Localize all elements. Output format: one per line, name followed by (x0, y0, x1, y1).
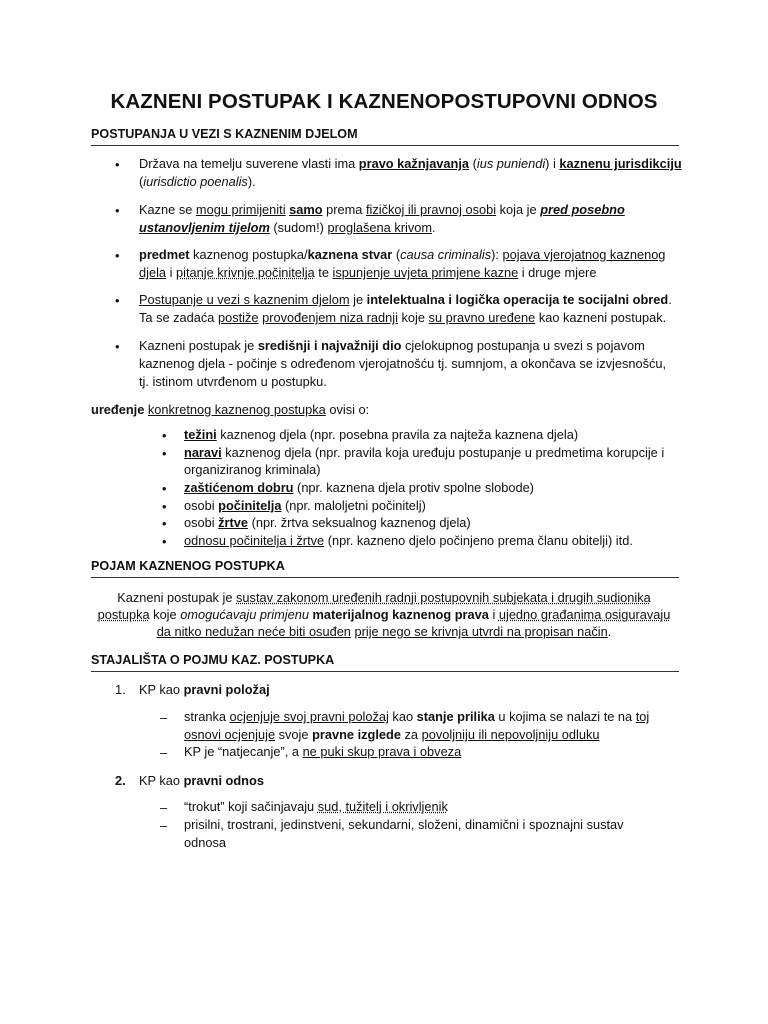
bullet-icon: • (115, 339, 120, 354)
list-item: prisilni, trostrani, jedinstveni, sekundarni, složeni, dinamični i spoznajni sustav (184, 817, 624, 832)
list-item: stranka ocjenjuje svoj pravni položaj kao stanje prilika u kojima se nalazi te na toj (184, 709, 650, 724)
bullet-icon: • (115, 203, 120, 218)
section-heading-pojam: POJAM KAZNENOG POSTUPKA (91, 559, 679, 578)
paragraph-line: postupka koje omogućavaju primjenu materijalnog kaznenog prava i ujedno građanima osiguravaju (97, 607, 671, 622)
list-number: 1. (115, 682, 126, 697)
page-title: KAZNENI POSTUPAK I KAZNENOPOSTUPOVNI ODNOS (110, 90, 658, 113)
list-item: “trokut” koji sačinjavaju sud, tužitelj i okrivljenik (184, 799, 448, 814)
paragraph-line: Država na temelju suverene vlasti ima pravo kažnjavanja (ius puniendi) i kaznenu jurisdikciju (139, 156, 682, 171)
paragraph-line: da nitko nedužan neće biti osuđen prije nego se krivnja utvrdi na propisan način. (156, 624, 612, 639)
bullet-icon: • (162, 428, 167, 443)
bullet-icon: • (162, 499, 167, 514)
list-item: osobi žrtve (npr. žrtva seksualnog kaznenog djela) (184, 515, 471, 530)
bullet-icon: • (162, 516, 167, 531)
paragraph-line: djela i pitanje krivnje počinitelja te ispunjenje uvjeta primjene kazne i druge mjere (139, 265, 597, 280)
paragraph-line: Ta se zadaća postiže provođenjem niza radnji koje su pravno uređene kao kazneni postupak. (139, 310, 667, 325)
section-heading-postupanja: POSTUPANJA U VEZI S KAZNENIM DJELOM (91, 127, 679, 146)
dash-icon: – (160, 745, 168, 760)
paragraph-line: predmet kaznenog postupka/kaznena stvar (causa criminalis): pojava vjerojatnog kaznenog (139, 247, 666, 262)
list-item: organiziranog kriminala) (184, 462, 321, 477)
section-heading-stajalista: STAJALIŠTA O POJMU KAZ. POSTUPKA (91, 653, 679, 672)
list-item: težini kaznenog djela (npr. posebna pravila za najteža kaznena djela) (184, 427, 579, 442)
list-item: odnosa (184, 835, 226, 850)
dash-icon: – (160, 818, 168, 833)
paragraph-line: uređenje konkretnog kaznenog postupka ovisi o: (91, 402, 370, 417)
list-item: KP kao pravni položaj (139, 682, 270, 697)
paragraph-line: Kazneni postupak je sustav zakonom uređenih radnji postupovnih subjekata i drugih sudionika (117, 590, 651, 605)
paragraph-line: Kazne se mogu primijeniti samo prema fizičkoj ili pravnoj osobi koja je pred posebno (139, 202, 625, 217)
list-item: zaštićenom dobru (npr. kaznena djela protiv spolne slobode) (184, 480, 534, 495)
paragraph-line: ustanovljenim tijelom (sudom!) proglašena krivom. (139, 220, 436, 235)
list-number: 2. (115, 773, 126, 788)
list-item: odnosu počinitelja i žrtve (npr. kazneno djelo počinjeno prema članu obitelji) itd. (184, 533, 633, 548)
paragraph-line: Postupanje u vezi s kaznenim djelom je intelektualna i logička operacija te socijalni obred. (139, 292, 672, 307)
bullet-icon: • (162, 534, 167, 549)
list-item: KP kao pravni odnos (139, 773, 264, 788)
list-item: naravi kaznenog djela (npr. pravila koja uređuju postupanje u predmetima korupcije i (184, 445, 665, 460)
paragraph-line: kaznenog djela - počinje s određenom vjerojatnošću tj. sumnjom, a okončava se izvjesnošću, (139, 356, 667, 371)
bullet-icon: • (115, 293, 120, 308)
bullet-icon: • (115, 248, 120, 263)
bullet-icon: • (162, 446, 167, 461)
list-item: osobi počinitelja (npr. maloljetni počinitelj) (184, 498, 426, 513)
bullet-icon: • (115, 157, 120, 172)
paragraph-line: tj. istinom utvrđenom u postupku. (139, 374, 327, 389)
list-item: KP je “natjecanje”, a ne puki skup prava i obveza (184, 744, 462, 759)
dash-icon: – (160, 710, 168, 725)
dash-icon: – (160, 800, 168, 815)
list-item: osnovi ocjenjuje svoje pravne izglede za povoljniju ili nepovoljniju odluku (184, 727, 600, 742)
paragraph-line: Kazneni postupak je središnji i najvažniji dio cjelokupnog postupanja u svezi s pojavom (139, 338, 645, 353)
paragraph-line: (iurisdictio poenalis). (139, 174, 256, 189)
bullet-icon: • (162, 481, 167, 496)
